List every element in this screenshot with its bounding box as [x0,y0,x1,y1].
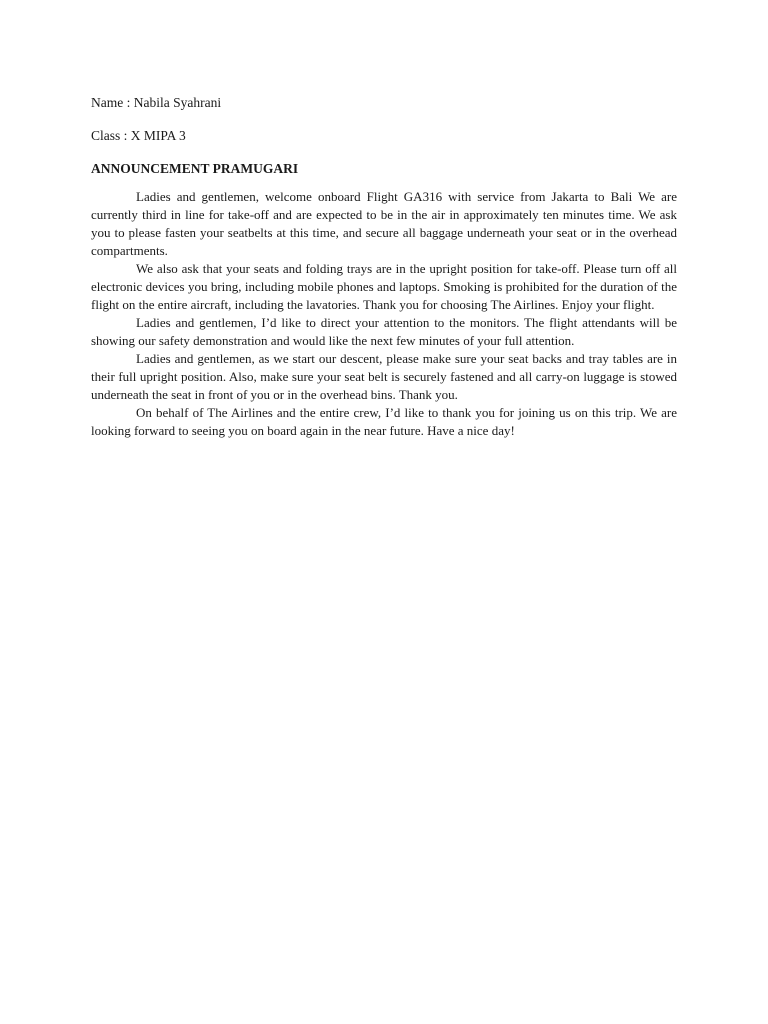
document-title: ANNOUNCEMENT PRAMUGARI [91,161,299,176]
paragraph-welcome: Ladies and gentlemen, welcome onboard Flight GA316 with service from Jakarta to Bali We are currently third in line for take-off and are expected to be in the air in approximately ten minutes time. We ask you to please fasten your seatbelts at this time, and secure all baggage underneath your seat or in the overhead compartments. [91,189,677,258]
student-name: Name : Nabila Syahrani [91,95,222,110]
paragraph-demonstration: Ladies and gentlemen, I’d like to direct your attention to the monitors. The flight attendants will be showing our safety demonstration and would like the next few minutes of your full attention. [91,315,677,348]
paragraph-closing: On behalf of The Airlines and the entire crew, I’d like to thank you for joining us on this trip. We are looking forward to seeing you on board again in the near future. Have a nice day! [91,405,677,438]
paragraph-descent: Ladies and gentlemen, as we start our descent, please make sure your seat backs and tray tables are in their full upright position. Also, make sure your seat belt is securely fastened and all carry-on luggage is stowed underneath the seat in front of you or in the overhead bins. Thank you. [91,351,677,402]
document-body [91,94,677,440]
student-class: Class : X MIPA 3 [91,128,186,143]
paragraph-safety-rules: We also ask that your seats and folding trays are in the upright position for take-off. Please turn off all electronic devices you bring, including mobile phones and laptops. Smoking is prohibited for the duration of the flight on the entire aircraft, including the lavatories. Thank you for choosing The Airlines. Enjoy your flight. [91,261,677,312]
